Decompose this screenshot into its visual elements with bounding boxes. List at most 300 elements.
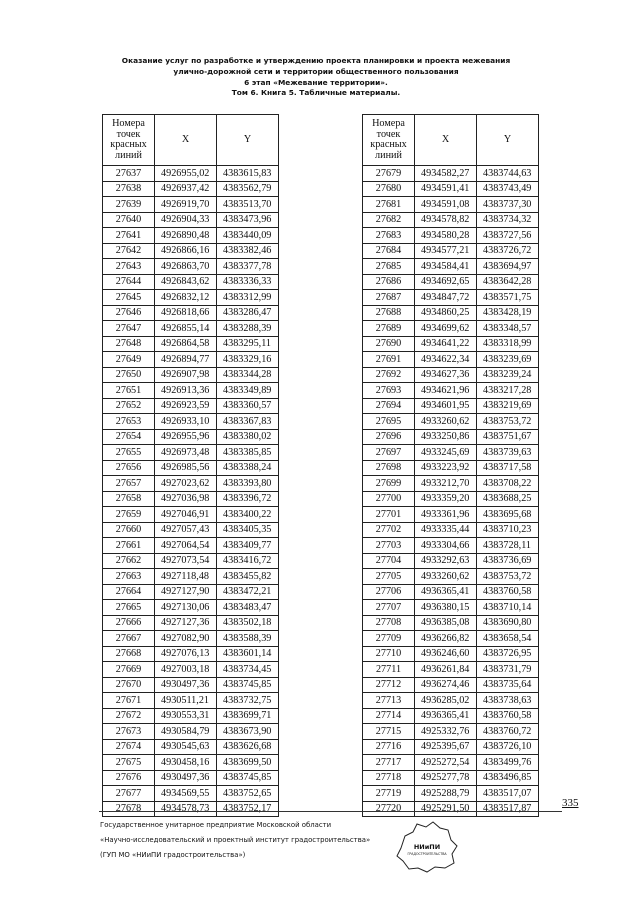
table-row	[103, 693, 279, 709]
table-row	[363, 786, 539, 802]
table-row	[103, 336, 279, 352]
table-row	[363, 708, 539, 724]
table-row	[363, 522, 539, 538]
y-coordinate-cell: 4383739,63	[477, 445, 539, 461]
coordinates-table-left	[102, 114, 279, 817]
x-coordinate-cell: 4930511,21	[155, 693, 217, 709]
table-row	[363, 677, 539, 693]
y-coordinate-cell: 4383673,90	[217, 724, 279, 740]
point-number-cell: 27637	[103, 166, 155, 182]
x-coordinate-cell: 4926907,98	[155, 367, 217, 383]
x-coordinate-cell: 4934601,95	[415, 398, 477, 414]
x-coordinate-cell: 4926973,48	[155, 445, 217, 461]
point-number-cell: 27700	[363, 491, 415, 507]
x-coordinate-cell: 4936246,60	[415, 646, 477, 662]
point-number-cell: 27662	[103, 553, 155, 569]
x-coordinate-cell: 4926863,70	[155, 259, 217, 275]
point-number-cell: 27675	[103, 755, 155, 771]
x-coordinate-cell: 4934582,27	[415, 166, 477, 182]
table-row	[103, 166, 279, 182]
point-number-cell: 27710	[363, 646, 415, 662]
y-coordinate-cell: 4383738,63	[477, 693, 539, 709]
x-coordinate-cell: 4934641,22	[415, 336, 477, 352]
point-number-cell: 27652	[103, 398, 155, 414]
point-number-cell: 27667	[103, 631, 155, 647]
x-coordinate-cell: 4926866,16	[155, 243, 217, 259]
region-map-logo-icon	[393, 818, 461, 873]
table-row	[103, 677, 279, 693]
x-coordinate-cell: 4930545,63	[155, 739, 217, 755]
x-coordinate-cell: 4936261,84	[415, 662, 477, 678]
y-coordinate-cell: 4383601,14	[217, 646, 279, 662]
header-y: Y	[217, 115, 279, 166]
header-line: Оказание услуг по разработке и утверждению проекта планировки и проекта межевания	[121, 56, 511, 65]
x-coordinate-cell: 4930553,31	[155, 708, 217, 724]
table-row	[103, 786, 279, 802]
x-coordinate-cell: 4926913,36	[155, 383, 217, 399]
point-number-cell: 27676	[103, 770, 155, 786]
header-y: Y	[477, 115, 539, 166]
point-number-cell: 27656	[103, 460, 155, 476]
point-number-cell: 27666	[103, 615, 155, 631]
footer-line: «Научно-исследовательский и проектный институт градостроительства»	[100, 836, 371, 844]
x-coordinate-cell: 4934569,55	[155, 786, 217, 802]
point-number-cell: 27638	[103, 181, 155, 197]
x-coordinate-cell: 4930584,79	[155, 724, 217, 740]
point-number-cell: 27669	[103, 662, 155, 678]
point-number-cell: 27671	[103, 693, 155, 709]
x-coordinate-cell: 4933260,62	[415, 569, 477, 585]
table-row	[363, 724, 539, 740]
table-row	[103, 770, 279, 786]
x-coordinate-cell: 4934580,28	[415, 228, 477, 244]
point-number-cell: 27695	[363, 414, 415, 430]
table-row	[103, 414, 279, 430]
x-coordinate-cell: 4927057,43	[155, 522, 217, 538]
point-number-cell: 27715	[363, 724, 415, 740]
point-number-cell: 27680	[363, 181, 415, 197]
point-number-cell: 27677	[103, 786, 155, 802]
x-coordinate-cell: 4933359,20	[415, 491, 477, 507]
point-number-cell: 27670	[103, 677, 155, 693]
point-number-cell: 27688	[363, 305, 415, 321]
point-number-cell: 27657	[103, 476, 155, 492]
x-coordinate-cell: 4927130,06	[155, 600, 217, 616]
y-coordinate-cell: 4383734,32	[477, 212, 539, 228]
x-coordinate-cell: 4936380,15	[415, 600, 477, 616]
y-coordinate-cell: 4383726,72	[477, 243, 539, 259]
table-row	[363, 367, 539, 383]
header-line: улично-дорожной сети и территории общественного пользования	[173, 66, 459, 76]
point-number-cell: 27678	[103, 801, 155, 817]
x-coordinate-cell: 4926955,02	[155, 166, 217, 182]
point-number-cell: 27687	[363, 290, 415, 306]
x-coordinate-cell: 4936266,82	[415, 631, 477, 647]
x-coordinate-cell: 4933260,62	[415, 414, 477, 430]
table-row	[103, 724, 279, 740]
point-number-cell: 27685	[363, 259, 415, 275]
table-row	[103, 398, 279, 414]
point-number-cell: 27661	[103, 538, 155, 554]
point-number-cell: 27711	[363, 662, 415, 678]
y-coordinate-cell: 4383688,25	[477, 491, 539, 507]
point-number-cell: 27714	[363, 708, 415, 724]
table-row	[363, 755, 539, 771]
y-coordinate-cell: 4383642,28	[477, 274, 539, 290]
point-number-cell: 27642	[103, 243, 155, 259]
x-coordinate-cell: 4934699,62	[415, 321, 477, 337]
y-coordinate-cell: 4383219,69	[477, 398, 539, 414]
table-row	[103, 197, 279, 213]
footer-line: Государственное унитарное предприятие Московской области	[100, 821, 332, 829]
point-number-cell: 27641	[103, 228, 155, 244]
table-row	[363, 305, 539, 321]
x-coordinate-cell: 4926985,56	[155, 460, 217, 476]
y-coordinate-cell: 4383732,75	[217, 693, 279, 709]
header-point-number: Номера точек красных линий	[363, 115, 415, 166]
x-coordinate-cell: 4936385,08	[415, 615, 477, 631]
svg-text:ГРАДОСТРОИТЕЛЬСТВА: ГРАДОСТРОИТЕЛЬСТВА	[407, 852, 447, 856]
table-row	[363, 662, 539, 678]
y-coordinate-cell: 4383752,17	[217, 801, 279, 817]
point-number-cell: 27712	[363, 677, 415, 693]
y-coordinate-cell: 4383735,64	[477, 677, 539, 693]
y-coordinate-cell: 4383760,58	[477, 584, 539, 600]
x-coordinate-cell: 4927127,36	[155, 615, 217, 631]
x-coordinate-cell: 4934578,73	[155, 801, 217, 817]
x-coordinate-cell: 4927118,48	[155, 569, 217, 585]
y-coordinate-cell: 4383496,85	[477, 770, 539, 786]
table-row	[103, 615, 279, 631]
y-coordinate-cell: 4383377,78	[217, 259, 279, 275]
point-number-cell: 27707	[363, 600, 415, 616]
y-coordinate-cell: 4383717,58	[477, 460, 539, 476]
point-number-cell: 27644	[103, 274, 155, 290]
point-number-cell: 27659	[103, 507, 155, 523]
y-coordinate-cell: 4383499,76	[477, 755, 539, 771]
y-coordinate-cell: 4383396,72	[217, 491, 279, 507]
table-row	[363, 631, 539, 647]
point-number-cell: 27684	[363, 243, 415, 259]
x-coordinate-cell: 4926832,12	[155, 290, 217, 306]
table-row	[103, 584, 279, 600]
point-number-cell: 27651	[103, 383, 155, 399]
point-number-cell: 27698	[363, 460, 415, 476]
point-number-cell: 27719	[363, 786, 415, 802]
x-coordinate-cell: 4933304,66	[415, 538, 477, 554]
table-row	[103, 801, 279, 817]
table-row	[103, 212, 279, 228]
table-row	[363, 476, 539, 492]
table-row	[103, 228, 279, 244]
table-row	[363, 166, 539, 182]
point-number-cell: 27679	[363, 166, 415, 182]
y-coordinate-cell: 4383382,46	[217, 243, 279, 259]
point-number-cell: 27681	[363, 197, 415, 213]
x-coordinate-cell: 4927082,90	[155, 631, 217, 647]
y-coordinate-cell: 4383745,85	[217, 677, 279, 693]
y-coordinate-cell: 4383286,47	[217, 305, 279, 321]
x-coordinate-cell: 4930497,36	[155, 677, 217, 693]
x-coordinate-cell: 4925395,67	[415, 739, 477, 755]
table-row	[363, 770, 539, 786]
x-coordinate-cell: 4927076,13	[155, 646, 217, 662]
y-coordinate-cell: 4383239,24	[477, 367, 539, 383]
x-coordinate-cell: 4926843,62	[155, 274, 217, 290]
y-coordinate-cell: 4383694,97	[477, 259, 539, 275]
table-row	[363, 801, 539, 817]
point-number-cell: 27643	[103, 259, 155, 275]
y-coordinate-cell: 4383428,19	[477, 305, 539, 321]
y-coordinate-cell: 4383513,70	[217, 197, 279, 213]
point-number-cell: 27648	[103, 336, 155, 352]
table-row	[363, 646, 539, 662]
table-row	[103, 522, 279, 538]
y-coordinate-cell: 4383728,11	[477, 538, 539, 554]
organization-footer	[100, 818, 370, 863]
x-coordinate-cell: 4934860,25	[415, 305, 477, 321]
x-coordinate-cell: 4933250,86	[415, 429, 477, 445]
table-row	[103, 383, 279, 399]
x-coordinate-cell: 4926818,66	[155, 305, 217, 321]
point-number-cell: 27703	[363, 538, 415, 554]
x-coordinate-cell: 4934847,72	[415, 290, 477, 306]
document-header	[0, 56, 632, 99]
x-coordinate-cell: 4933292,63	[415, 553, 477, 569]
y-coordinate-cell: 4383753,72	[477, 569, 539, 585]
x-coordinate-cell: 4926923,59	[155, 398, 217, 414]
point-number-cell: 27720	[363, 801, 415, 817]
table-row	[103, 755, 279, 771]
table-row	[363, 181, 539, 197]
x-coordinate-cell: 4936285,02	[415, 693, 477, 709]
point-number-cell: 27650	[103, 367, 155, 383]
table-row	[363, 739, 539, 755]
table-row	[363, 321, 539, 337]
x-coordinate-cell: 4927023,62	[155, 476, 217, 492]
x-coordinate-cell: 4926855,14	[155, 321, 217, 337]
y-coordinate-cell: 4383400,22	[217, 507, 279, 523]
header-x: X	[155, 115, 217, 166]
x-coordinate-cell: 4926864,58	[155, 336, 217, 352]
y-coordinate-cell: 4383736,69	[477, 553, 539, 569]
x-coordinate-cell: 4927127,90	[155, 584, 217, 600]
y-coordinate-cell: 4383239,69	[477, 352, 539, 368]
point-number-cell: 27692	[363, 367, 415, 383]
point-number-cell: 27713	[363, 693, 415, 709]
point-number-cell: 27691	[363, 352, 415, 368]
point-number-cell: 27664	[103, 584, 155, 600]
point-number-cell: 27701	[363, 507, 415, 523]
x-coordinate-cell: 4925272,54	[415, 755, 477, 771]
y-coordinate-cell: 4383588,39	[217, 631, 279, 647]
x-coordinate-cell: 4926955,96	[155, 429, 217, 445]
x-coordinate-cell: 4934577,21	[415, 243, 477, 259]
point-number-cell: 27689	[363, 321, 415, 337]
y-coordinate-cell: 4383708,22	[477, 476, 539, 492]
y-coordinate-cell: 4383751,67	[477, 429, 539, 445]
y-coordinate-cell: 4383380,02	[217, 429, 279, 445]
point-number-cell: 27690	[363, 336, 415, 352]
point-number-cell: 27717	[363, 755, 415, 771]
x-coordinate-cell: 4925288,79	[415, 786, 477, 802]
y-coordinate-cell: 4383349,89	[217, 383, 279, 399]
table-row	[363, 600, 539, 616]
table-row	[363, 491, 539, 507]
table-row	[103, 352, 279, 368]
point-number-cell: 27704	[363, 553, 415, 569]
point-number-cell: 27655	[103, 445, 155, 461]
table-row	[103, 429, 279, 445]
point-number-cell: 27645	[103, 290, 155, 306]
point-number-cell: 27639	[103, 197, 155, 213]
y-coordinate-cell: 4383348,57	[477, 321, 539, 337]
table-row	[103, 662, 279, 678]
x-coordinate-cell: 4926919,70	[155, 197, 217, 213]
y-coordinate-cell: 4383473,96	[217, 212, 279, 228]
table-row	[363, 553, 539, 569]
y-coordinate-cell: 4383217,28	[477, 383, 539, 399]
y-coordinate-cell: 4383710,14	[477, 600, 539, 616]
y-coordinate-cell: 4383405,35	[217, 522, 279, 538]
point-number-cell: 27653	[103, 414, 155, 430]
table-row	[103, 476, 279, 492]
table-row	[103, 507, 279, 523]
y-coordinate-cell: 4383726,95	[477, 646, 539, 662]
table-row	[103, 739, 279, 755]
y-coordinate-cell: 4383745,85	[217, 770, 279, 786]
y-coordinate-cell: 4383455,82	[217, 569, 279, 585]
y-coordinate-cell: 4383760,72	[477, 724, 539, 740]
table-row	[363, 352, 539, 368]
y-coordinate-cell: 4383710,23	[477, 522, 539, 538]
point-number-cell: 27674	[103, 739, 155, 755]
point-number-cell: 27658	[103, 491, 155, 507]
y-coordinate-cell: 4383409,77	[217, 538, 279, 554]
table-row	[363, 693, 539, 709]
table-row	[363, 538, 539, 554]
y-coordinate-cell: 4383753,72	[477, 414, 539, 430]
table-row	[363, 383, 539, 399]
point-number-cell: 27709	[363, 631, 415, 647]
table-row	[103, 631, 279, 647]
x-coordinate-cell: 4926933,10	[155, 414, 217, 430]
table-row	[363, 290, 539, 306]
y-coordinate-cell: 4383367,83	[217, 414, 279, 430]
y-coordinate-cell: 4383731,79	[477, 662, 539, 678]
x-coordinate-cell: 4925332,76	[415, 724, 477, 740]
point-number-cell: 27693	[363, 383, 415, 399]
x-coordinate-cell: 4933212,70	[415, 476, 477, 492]
x-coordinate-cell: 4926894,77	[155, 352, 217, 368]
y-coordinate-cell: 4383743,49	[477, 181, 539, 197]
point-number-cell: 27702	[363, 522, 415, 538]
x-coordinate-cell: 4927036,98	[155, 491, 217, 507]
point-number-cell: 27682	[363, 212, 415, 228]
x-coordinate-cell: 4925291,50	[415, 801, 477, 817]
x-coordinate-cell: 4930458,16	[155, 755, 217, 771]
y-coordinate-cell: 4383734,45	[217, 662, 279, 678]
svg-text:НИиПИ: НИиПИ	[413, 843, 441, 851]
x-coordinate-cell: 4934591,41	[415, 181, 477, 197]
point-number-cell: 27696	[363, 429, 415, 445]
x-coordinate-cell: 4926890,48	[155, 228, 217, 244]
page-number: 335	[562, 797, 579, 809]
x-coordinate-cell: 4934692,65	[415, 274, 477, 290]
table-row	[363, 414, 539, 430]
point-number-cell: 27708	[363, 615, 415, 631]
y-coordinate-cell: 4383440,09	[217, 228, 279, 244]
x-coordinate-cell: 4936274,46	[415, 677, 477, 693]
table-row	[363, 445, 539, 461]
y-coordinate-cell: 4383472,21	[217, 584, 279, 600]
table-row	[103, 321, 279, 337]
table-row	[103, 290, 279, 306]
header-line: Том 6. Книга 5. Табличные материалы.	[231, 88, 401, 98]
x-coordinate-cell: 4926904,33	[155, 212, 217, 228]
table-row	[103, 600, 279, 616]
table-row	[363, 398, 539, 414]
x-coordinate-cell: 4927064,54	[155, 538, 217, 554]
y-coordinate-cell: 4383727,56	[477, 228, 539, 244]
point-number-cell: 27706	[363, 584, 415, 600]
table-row	[103, 259, 279, 275]
y-coordinate-cell: 4383699,71	[217, 708, 279, 724]
y-coordinate-cell: 4383760,58	[477, 708, 539, 724]
point-number-cell: 27718	[363, 770, 415, 786]
table-row	[103, 305, 279, 321]
table-row	[103, 491, 279, 507]
table-row	[103, 367, 279, 383]
x-coordinate-cell: 4933245,69	[415, 445, 477, 461]
y-coordinate-cell: 4383312,99	[217, 290, 279, 306]
y-coordinate-cell: 4383626,68	[217, 739, 279, 755]
x-coordinate-cell: 4926937,42	[155, 181, 217, 197]
table-row	[103, 646, 279, 662]
y-coordinate-cell: 4383483,47	[217, 600, 279, 616]
point-number-cell: 27647	[103, 321, 155, 337]
table-row	[363, 212, 539, 228]
y-coordinate-cell: 4383726,10	[477, 739, 539, 755]
table-row	[363, 429, 539, 445]
x-coordinate-cell: 4930497,36	[155, 770, 217, 786]
table-row	[363, 615, 539, 631]
table-row	[363, 569, 539, 585]
table-row	[363, 197, 539, 213]
point-number-cell: 27697	[363, 445, 415, 461]
table-row	[363, 507, 539, 523]
y-coordinate-cell: 4383517,07	[477, 786, 539, 802]
y-coordinate-cell: 4383571,75	[477, 290, 539, 306]
point-number-cell: 27683	[363, 228, 415, 244]
y-coordinate-cell: 4383502,18	[217, 615, 279, 631]
y-coordinate-cell: 4383288,39	[217, 321, 279, 337]
header-point-number: Номера точек красных линий	[103, 115, 155, 166]
y-coordinate-cell: 4383658,54	[477, 631, 539, 647]
x-coordinate-cell: 4934584,41	[415, 259, 477, 275]
table-row	[363, 243, 539, 259]
point-number-cell: 27649	[103, 352, 155, 368]
point-number-cell: 27672	[103, 708, 155, 724]
table-row	[363, 274, 539, 290]
point-number-cell: 27694	[363, 398, 415, 414]
point-number-cell: 27663	[103, 569, 155, 585]
point-number-cell: 27654	[103, 429, 155, 445]
x-coordinate-cell: 4936365,41	[415, 584, 477, 600]
point-number-cell: 27716	[363, 739, 415, 755]
x-coordinate-cell: 4927046,91	[155, 507, 217, 523]
point-number-cell: 27686	[363, 274, 415, 290]
